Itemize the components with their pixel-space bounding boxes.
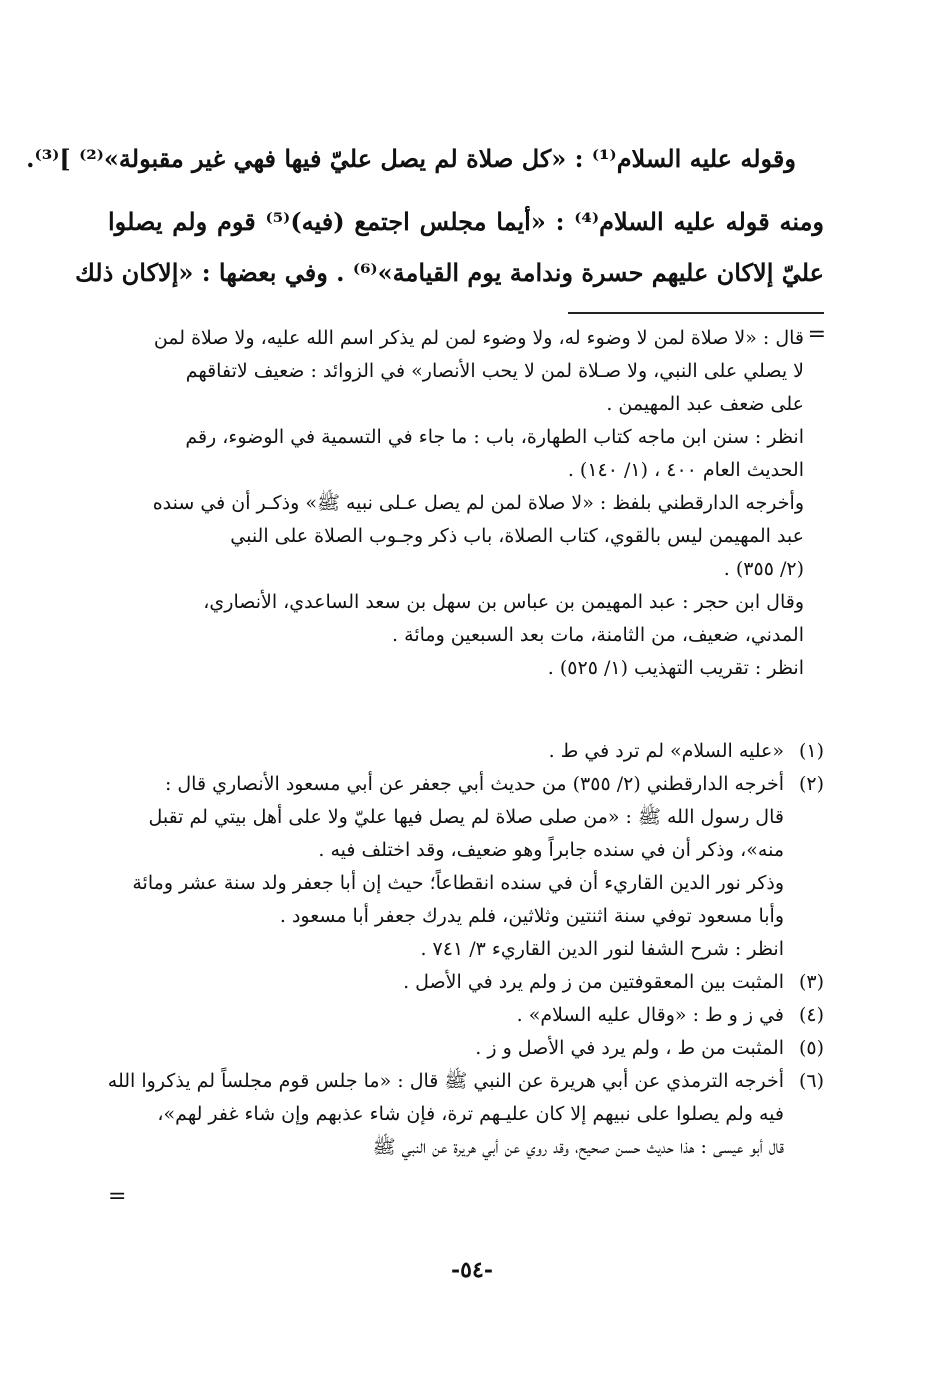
fn-line: الحديث العام ٤٠٠ ، (١/ ١٤٠) . (567, 459, 804, 481)
fn-line: وقال ابن حجر : عبد المهيمن بن عباس بن سهل بن سعد الساعدي، الأنصاري، (203, 591, 804, 613)
continuation-mark-top: = (807, 322, 826, 347)
fn-line: فيه ولم يصلوا على نبيهم إلا كان عليـهم ترة، فإن شاء عذبهم وإن شاء غفر لهم»، (157, 1103, 784, 1125)
fn-line: وذكر نور الدين القاريء أن في سنده انقطاعاً؛ حيث إن أبا جعفر ولد سنة عشر ومائة (132, 872, 784, 894)
fn-line: وأبا مسعود توفي سنة اثنتين وثلاثين، فلم يدرك جعفر أبا مسعود . (279, 905, 784, 927)
page-number: -٥٤- (451, 1257, 493, 1283)
fn-line: قال رسول الله ﷺ : «من صلى صلاة لم يصل فيها عليّ ولا على أهل بيتي لم تقبل (148, 806, 784, 828)
fn-line: لا يصلي على النبي، ولا صـلاة لمن لا يحب الأنصار» في الزوائد : ضعيف لاتفاقهم (185, 360, 804, 382)
footnotes-numbered (108, 735, 824, 1164)
footnote-4: (٤)في ز و ط : «وقال عليه السلام» . (108, 999, 824, 1032)
fn-line: على ضعف عبد المهيمن . (606, 393, 804, 415)
footnote-number: (٣) (798, 971, 824, 993)
continuation-mark-bottom: = (108, 1184, 127, 1209)
main-text-line-1: وقوله عليه السلام⁽¹⁾ : «كل صلاة لم يصل عليّ فيها فهي غير مقبولة»⁽²⁾ ]⁽³⁾. (26, 144, 796, 173)
main-text-line-2: ومنه قوله عليه السلام⁽⁴⁾ : «أيما مجلس اجتمع (فيه)⁽⁵⁾ قوم ولم يصلوا (108, 207, 825, 236)
footnote-separator (568, 312, 824, 314)
footnote-number: (٢) (798, 773, 824, 795)
fn-line: (٢/ ٣٥٥) . (723, 558, 804, 580)
fn-line: انظر : سنن ابن ماجه كتاب الطهارة، باب : ما جاء في التسمية في الوضوء، رقم (185, 426, 804, 448)
fn-line: منه»، وذكر أن في سنده جابراً وهو ضعيف، وقد اختلف فيه . (318, 839, 784, 861)
footnote-number: (٤) (798, 1004, 824, 1026)
fn-line: انظر : شرح الشفا لنور الدين القاريء ٣/ ٧٤١ . (420, 938, 784, 960)
footnote-5: (٥)المثبت من ط ، ولم يرد في الأصل و ز . (108, 1032, 824, 1065)
footnote-1: (١)«عليه السلام» لم ترد في ط . (108, 735, 824, 768)
footnote-number: (٥) (798, 1037, 824, 1059)
footnote-number: (١) (798, 740, 824, 762)
main-text-line-3: عليّ إلاكان عليهم حسرة وندامة يوم القيامة»⁽⁶⁾ . وفي بعضها : «إلاكان ذلك (75, 258, 824, 287)
fn-line: المدني، ضعيف، من الثامنة، مات بعد السبعين ومائة . (392, 624, 804, 646)
footnote-number: (٦) (798, 1070, 824, 1092)
fn-line: قال أبو عيسى : هذا حديث حسن صحيح، وقد روي عن أبي هريرة عن النبي ﷺ (372, 1136, 784, 1158)
fn-line: انظر : تقريب التهذيب (١/ ٥٢٥) . (547, 657, 804, 679)
footnote-continuation-block (108, 322, 804, 685)
footnote-6: (٦)أخرجه الترمذي عن أبي هريرة عن النبي ﷺ قال : «ما جلس قوم مجلساً لم يذكروا الله (108, 1065, 824, 1098)
fn-line: قال : «لا صلاة لمن لا وضوء له، ولا وضوء لمن لم يذكر اسم الله عليه، ولا صلاة لمن (153, 327, 804, 349)
footnote-2: (٢)أخرجه الدارقطني (٢/ ٣٥٥) من حديث أبي جعفر عن أبي مسعود الأنصاري قال : (108, 768, 824, 801)
fn-line: وأخرجه الدارقطني بلفظ : «لا صلاة لمن لم يصل عـلى نبيه ﷺ» وذكـر أن في سنده (152, 492, 804, 514)
footnote-3: (٣)المثبت بين المعقوفتين من ز ولم يرد في الأصل . (108, 966, 824, 999)
fn-line: عبد المهيمن ليس بالقوي، كتاب الصلاة، باب ذكر وجـوب الصلاة على النبي (230, 525, 804, 547)
